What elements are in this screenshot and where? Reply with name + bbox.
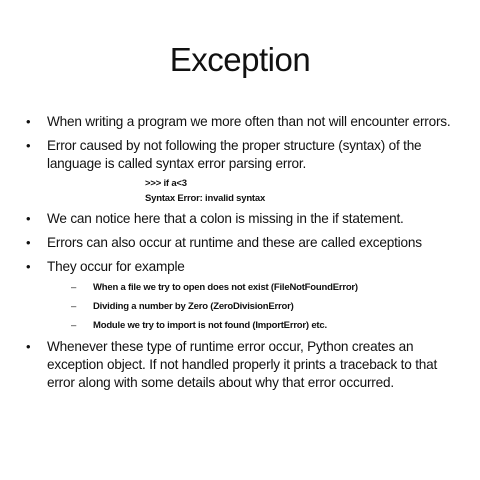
sub-bullet-item [47,281,456,294]
bullet-marker: • [26,339,31,354]
sub-bullet-text: When a file we try to open does not exist (FileNotFoundError) [93,282,358,293]
sub-bullet-text: Module we try to import is not found (ImportError) etc. [93,320,327,331]
bullet-marker: • [26,235,31,250]
bullet-text: When writing a program we more often than not will encounter errors. [47,114,451,129]
bullet-item [26,113,456,131]
bullet-text: Errors can also occur at runtime and these are called exceptions [47,235,422,250]
sub-bullet-item [47,319,456,332]
bullet-item [26,338,456,392]
bullet-text: They occur for example [47,259,185,274]
bullet-marker: • [26,114,31,129]
bullet-marker: • [26,138,31,153]
bullet-marker: • [26,259,31,274]
dash-marker: – [71,320,77,331]
sub-bullet-text: Dividing a number by Zero (ZeroDivisionError) [93,301,294,312]
code-line: >>> if a<3 [145,178,187,189]
code-line: Syntax Error: invalid syntax [145,193,266,204]
bullet-marker: • [26,211,31,226]
slide-title: Exception [169,41,311,78]
bullet-item [26,258,456,332]
bullet-text: We can notice here that a colon is missing in the if statement. [47,211,404,226]
bullet-list [26,113,456,398]
dash-marker: – [71,301,77,312]
dash-marker: – [71,282,77,293]
bullet-item [26,210,456,228]
bullet-text: Whenever these type of runtime error occur, Python creates an exception object. If not handled properly it prints a traceback to that error along with some details about why that error occurred. [47,339,438,390]
sub-bullet-list [47,281,456,332]
bullet-item [26,234,456,252]
bullet-text: Error caused by not following the proper structure (syntax) of the language is called syntax error parsing error. [47,138,422,171]
code-example [145,176,456,206]
bullet-item [26,137,456,206]
sub-bullet-item [47,300,456,313]
